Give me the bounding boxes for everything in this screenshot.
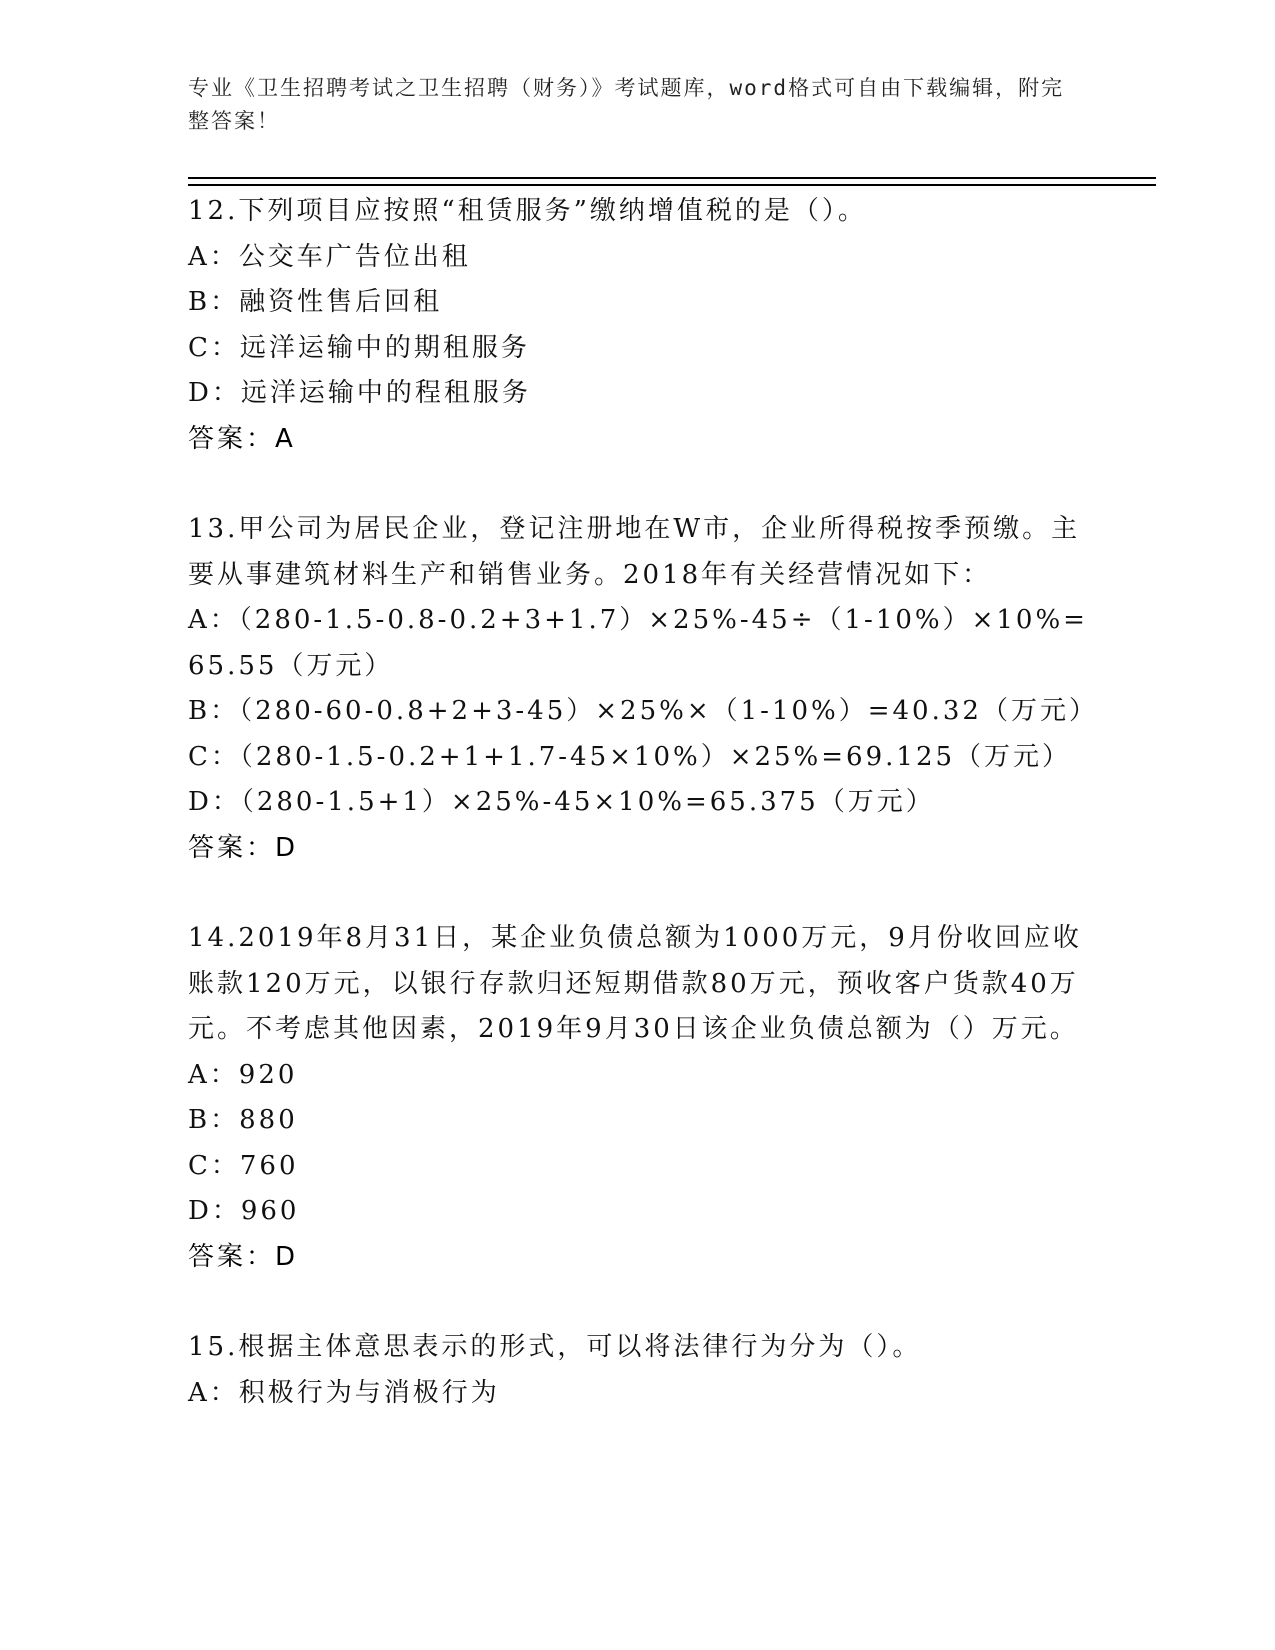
document-header: 专业《卫生招聘考试之卫生招聘（财务）》考试题库，word格式可自由下载编辑，附完整答案！ — [188, 76, 1065, 133]
option-b: B：融资性售后回租 — [188, 287, 443, 317]
header-divider-bottom — [188, 184, 1156, 186]
option-a: A：公交车广告位出租 — [188, 241, 471, 272]
option-c: C：远洋运输中的期租服务 — [188, 332, 530, 363]
header-divider-top — [188, 177, 1156, 179]
option-b: B：（280-60-0.8+2+3-45）×25%×（1-10%）=40.32（万元） — [188, 696, 1098, 726]
option-d: D：远洋运输中的程租服务 — [188, 378, 531, 408]
question-13 — [188, 507, 1098, 871]
question-stem: 14.2019年8月31日，某企业负债总额为1000万元，9月份收回应收账款120万元，以银行存款归还短期借款80万元，预收客户货款40万元。不考虑其他因素，2019年9月30日该企业负债总额为（）万元。 — [188, 923, 1082, 1044]
option-a: A：920 — [188, 1059, 298, 1090]
option-c: C：760 — [188, 1150, 299, 1181]
answer-label: 答案：D — [188, 1241, 299, 1272]
question-stem: 15.根据主体意思表示的形式，可以将法律行为分为（）。 — [188, 1332, 922, 1362]
question-stem: 13.甲公司为居民企业，登记注册地在W市，企业所得税按季预缴。主要从事建筑材料生产和销售业务。2018年有关经营情况如下： — [188, 514, 1081, 590]
question-12 — [188, 189, 1088, 462]
option-b: B：880 — [188, 1105, 298, 1135]
option-c: C：（280-1.5-0.2+1+1.7-45×10%）×25%=69.125（万元） — [188, 741, 1072, 772]
option-d: D：（280-1.5+1）×25%-45×10%=65.375（万元） — [188, 787, 935, 817]
option-a: A：（280-1.5-0.8-0.2+3+1.7）×25%-45÷（1-10%）×10%=65.55（万元） — [188, 605, 1088, 681]
question-15 — [188, 1325, 1088, 1416]
answer-label: 答案：D — [188, 832, 299, 863]
question-list — [188, 189, 1098, 1461]
answer-label: 答案：A — [188, 423, 296, 454]
option-d: D：960 — [188, 1196, 300, 1226]
option-a: A：积极行为与消极行为 — [188, 1377, 500, 1408]
question-stem: 12.下列项目应按照“租赁服务”缴纳增值税的是（）。 — [188, 196, 867, 226]
question-14 — [188, 916, 1088, 1280]
